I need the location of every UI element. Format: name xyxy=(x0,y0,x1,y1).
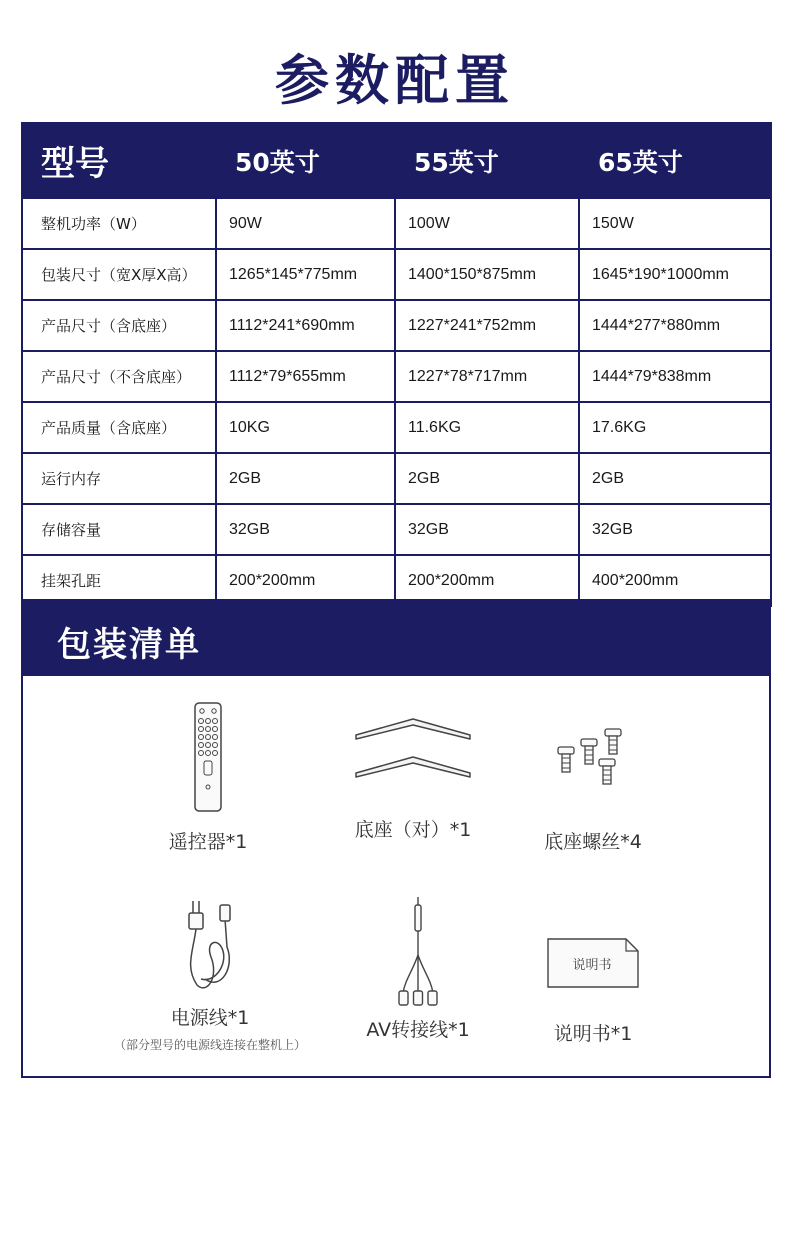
header-cell-model: 型号 xyxy=(22,123,216,198)
screws-icon xyxy=(553,725,633,795)
row-label: 产品尺寸（不含底座） xyxy=(22,351,216,402)
package-item-power-cable xyxy=(105,897,315,1053)
row-label: 挂架孔距 xyxy=(22,555,216,606)
cell-value: 400*200mm xyxy=(579,555,771,606)
table-row xyxy=(22,351,771,402)
cell-value: 32GB xyxy=(395,504,579,555)
package-item-screws xyxy=(528,725,658,854)
package-list xyxy=(21,599,771,1078)
cell-value: 1444*79*838mm xyxy=(579,351,771,402)
item-label: 说明书*1 xyxy=(553,1023,633,1045)
cell-value: 2GB xyxy=(395,453,579,504)
table-row xyxy=(22,402,771,453)
item-label: 底座（对）*1 xyxy=(354,819,472,841)
spec-table xyxy=(21,122,772,607)
stand-feet-icon xyxy=(348,713,478,803)
cell-value: 200*200mm xyxy=(395,555,579,606)
table-row xyxy=(22,300,771,351)
spec-header-row xyxy=(22,123,771,198)
header-cell-50: 50英寸 xyxy=(216,123,395,198)
cell-value: 11.6KG xyxy=(395,402,579,453)
cell-value: 32GB xyxy=(216,504,395,555)
row-label: 存储容量 xyxy=(22,504,216,555)
item-label: AV转接线*1 xyxy=(366,1019,470,1041)
table-row xyxy=(22,198,771,249)
power-cable-icon xyxy=(175,897,245,997)
package-item-remote xyxy=(143,701,273,854)
header-cell-65: 65英寸 xyxy=(579,123,771,198)
row-label: 运行内存 xyxy=(22,453,216,504)
cell-value: 200*200mm xyxy=(216,555,395,606)
table-row xyxy=(22,453,771,504)
row-label: 包装尺寸（宽X厚X高） xyxy=(22,249,216,300)
cell-value: 1645*190*1000mm xyxy=(579,249,771,300)
cell-value: 1400*150*875mm xyxy=(395,249,579,300)
cell-value: 1227*78*717mm xyxy=(395,351,579,402)
header-cell-55: 55英寸 xyxy=(395,123,579,198)
cell-value: 2GB xyxy=(579,453,771,504)
cell-value: 2GB xyxy=(216,453,395,504)
cell-value: 100W xyxy=(395,198,579,249)
item-label: 底座螺丝*4 xyxy=(544,831,642,853)
item-note: （部分型号的电源线连接在整机上） xyxy=(113,1038,306,1052)
cell-value: 90W xyxy=(216,198,395,249)
page-title: 参数配置 xyxy=(275,49,515,112)
remote-control-icon xyxy=(193,701,223,813)
package-item-stand xyxy=(343,713,483,842)
cell-value: 1112*79*655mm xyxy=(216,351,395,402)
package-item-manual xyxy=(528,937,658,1046)
row-label: 产品质量（含底座） xyxy=(22,402,216,453)
cell-value: 1444*277*880mm xyxy=(579,300,771,351)
package-title: 包装清单 xyxy=(57,625,201,665)
table-row xyxy=(22,504,771,555)
manual-cover-text: 说明书 xyxy=(572,958,612,973)
cell-value: 1265*145*775mm xyxy=(216,249,395,300)
cell-value: 10KG xyxy=(216,402,395,453)
item-label: 电源线*1 xyxy=(170,1007,250,1029)
av-cable-icon xyxy=(393,895,443,1009)
manual-icon xyxy=(546,937,640,989)
cell-value: 150W xyxy=(579,198,771,249)
item-label: 遥控器*1 xyxy=(168,831,248,853)
package-header xyxy=(23,601,769,676)
table-row xyxy=(22,249,771,300)
package-item-av-cable xyxy=(348,895,488,1042)
cell-value: 1112*241*690mm xyxy=(216,300,395,351)
cell-value: 17.6KG xyxy=(579,402,771,453)
cell-value: 32GB xyxy=(579,504,771,555)
row-label: 产品尺寸（含底座） xyxy=(22,300,216,351)
cell-value: 1227*241*752mm xyxy=(395,300,579,351)
row-label: 整机功率（W） xyxy=(22,198,216,249)
